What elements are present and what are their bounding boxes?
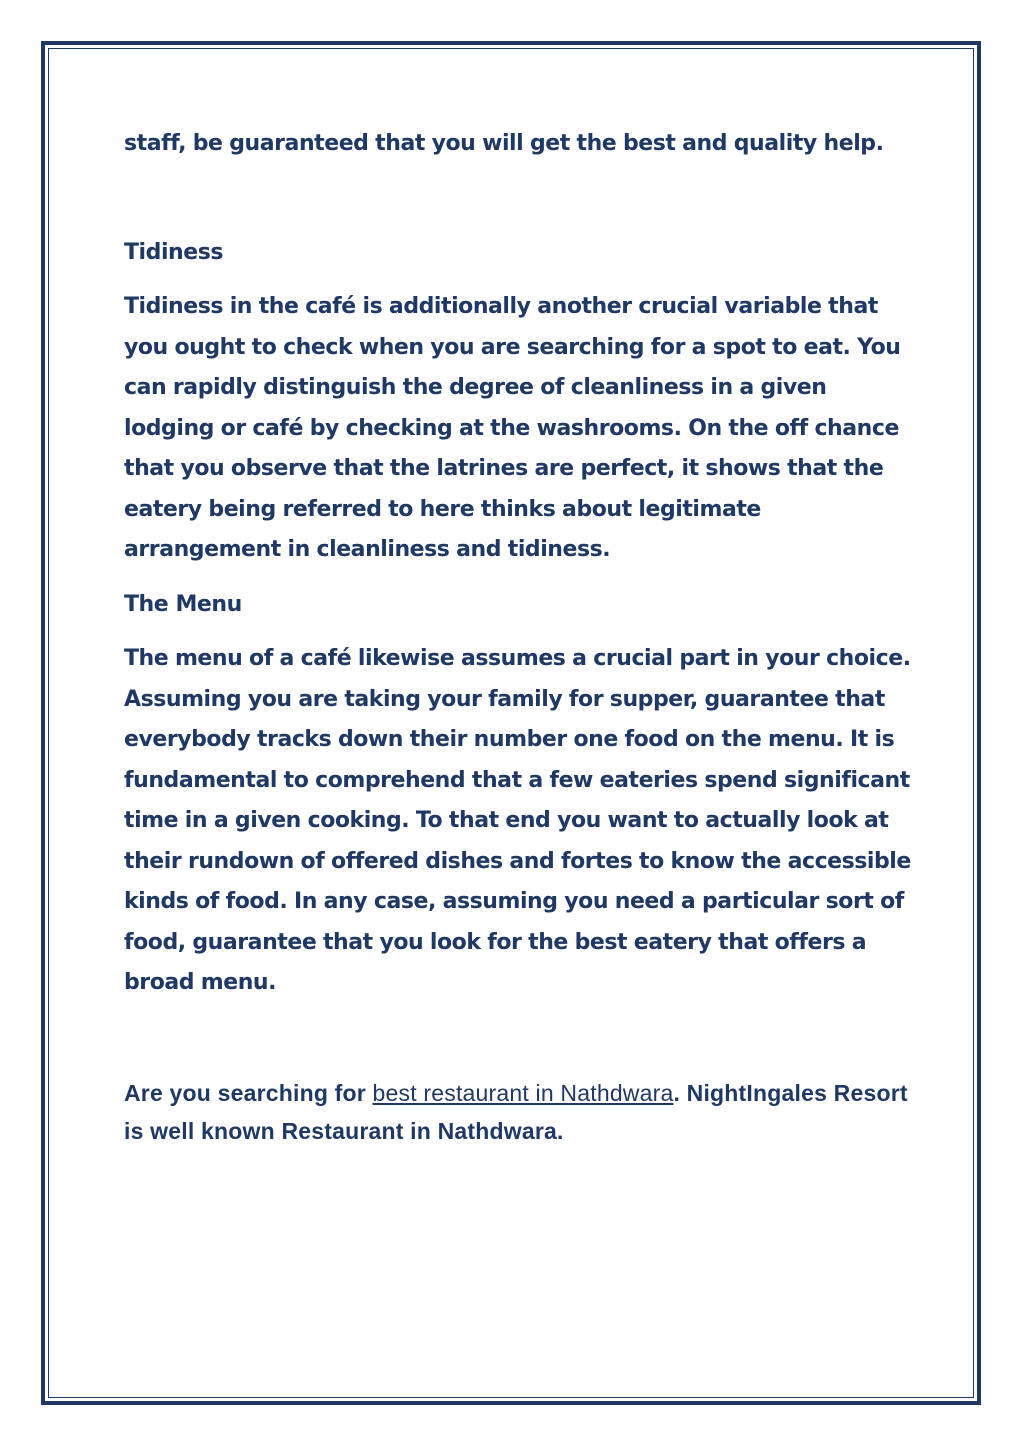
menu-paragraph: The menu of a café likewise assumes a crucial part in your choice. Assuming you are taking your family for supper, guarantee that everybody tracks down their number one food on the menu. It is fundamental to comprehend that a few eateries spend significant time in a given cooking. To that end you want to actually look at their rundown of offered dishes and fortes to know the accessible kinds of food. In any case, assuming you need a particular sort of food, guarantee that you look for the best eatery that offers a broad menu. bbox=[124, 646, 911, 995]
intro-paragraph: staff, be guaranteed that you will get the best and quality help. bbox=[124, 131, 884, 156]
tidiness-paragraph: Tidiness in the café is additionally another crucial variable that you ought to check when you are searching for a spot to eat. You can rapidly distinguish the degree of cleanliness in a given lodging or café by checking at the washrooms. On the off chance that you observe that the latrines are perfect, it shows that the eatery being referred to here thinks about legitimate arrangement in cleanliness and tidiness. bbox=[124, 294, 901, 562]
spacer bbox=[124, 571, 914, 585]
cta-paragraph bbox=[124, 1074, 914, 1150]
best-restaurant-link[interactable]: best restaurant in Nathdwara bbox=[372, 1079, 674, 1106]
spacer bbox=[124, 165, 914, 233]
spacer bbox=[124, 273, 914, 287]
cta-prefix: Are you searching for bbox=[124, 1079, 373, 1106]
spacer bbox=[124, 1004, 914, 1074]
document-content bbox=[124, 124, 914, 1150]
spacer bbox=[124, 625, 914, 639]
tidiness-heading: Tidiness bbox=[124, 239, 224, 265]
cta-suffix: . NightIngales Resort is well known Restaurant in Nathdwara. bbox=[124, 1079, 908, 1144]
menu-heading: The Menu bbox=[124, 591, 242, 617]
